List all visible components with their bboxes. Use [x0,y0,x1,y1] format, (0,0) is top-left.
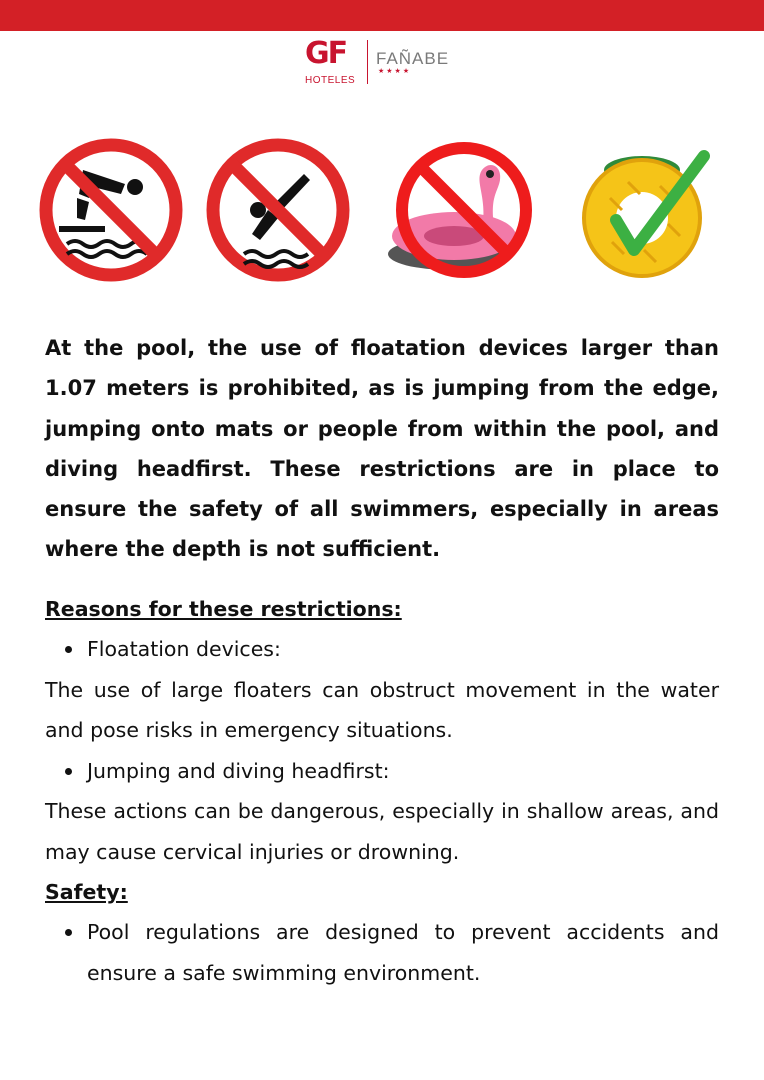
safety-heading: Safety: [45,880,128,904]
logo-subtitle: HOTELES [305,75,356,86]
no-diving-from-edge-icon [37,136,185,284]
jumping-explanation: These actions can be dangerous, especially in shallow areas, and may cause cervical injuries or drowning. [45,799,719,864]
rules-icon-row [0,0,764,300]
reasons-heading: Reasons for these restrictions: [45,597,402,621]
bullet-jumping-diving: Jumping and diving headfirst: [45,751,719,792]
no-jumping-icon [204,136,352,284]
logo-stars: ★★★★ [378,68,412,75]
floatation-explanation: The use of large floaters can obstruct movement in the water and pose risks in emergency situations. [45,677,719,742]
intro-paragraph: At the pool, the use of floatation devices larger than 1.07 meters is prohibited, as is jumping from the edge, jumping onto mats or people from within the pool, and diving headfirst. These restrictions are in place to ensure the safety of all swimmers, especially in areas where the depth is not sufficient. [45,336,719,562]
bullet-floatation-devices: Floatation devices: [45,629,719,670]
no-large-floats-icon [378,136,544,286]
small-float-allowed-icon [572,146,718,280]
reasons-list-2 [45,751,719,792]
reasons-list-1 [45,629,719,670]
reasons-section [45,589,719,993]
bullet-pool-regulations: Pool regulations are designed to prevent accidents and ensure a safe swimming environment. [45,912,719,993]
logo-mark: GF [305,36,347,71]
logo-hotel-name: FAÑABE [376,49,450,68]
safety-list [45,912,719,993]
